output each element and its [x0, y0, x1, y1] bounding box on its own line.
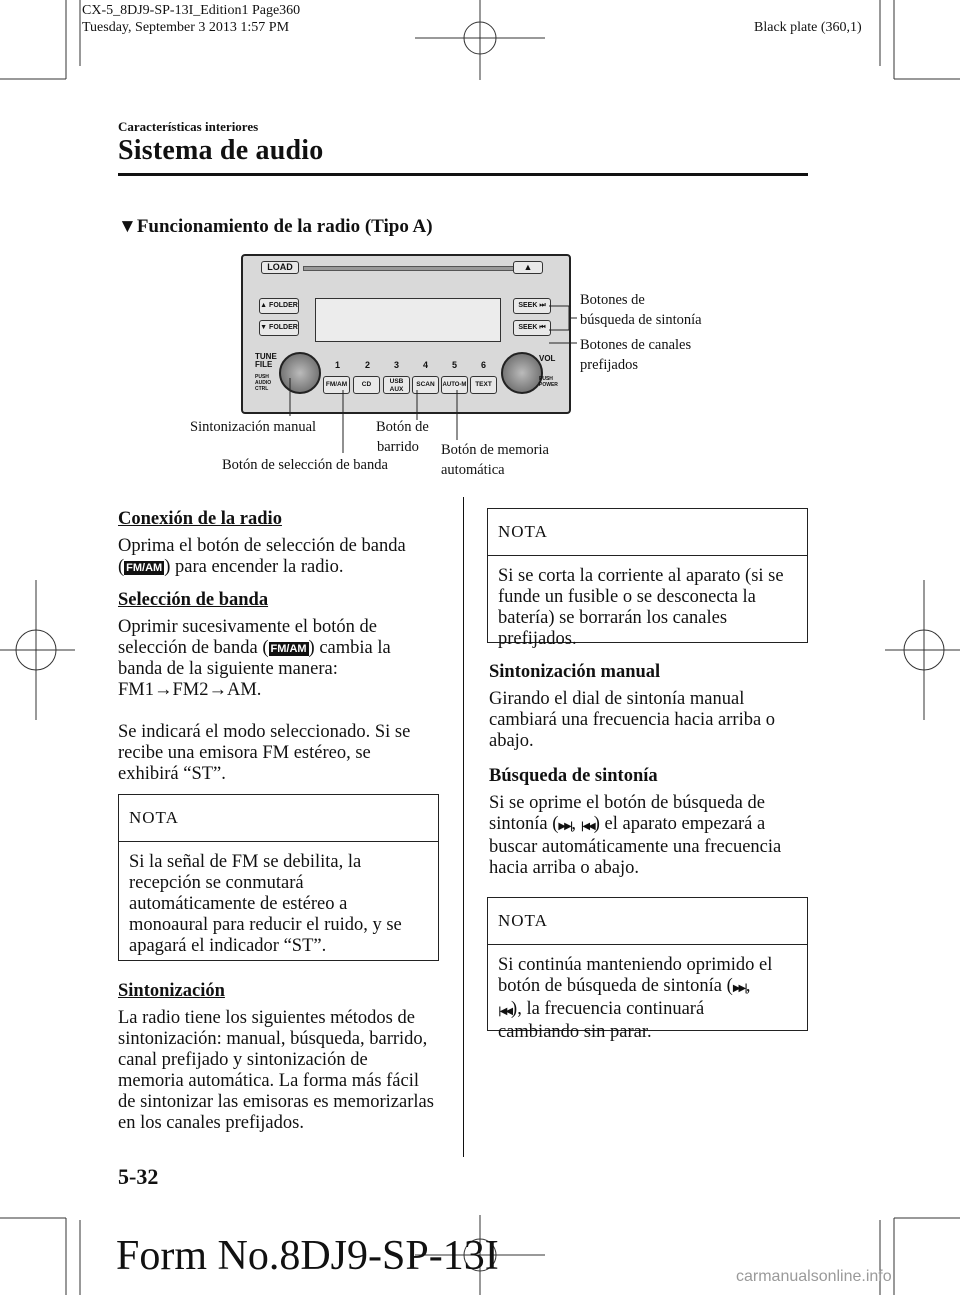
callout-preset-line1: Botones de canales [580, 337, 692, 353]
note2-line2: funde un fusible o se desconecta la [498, 587, 756, 607]
fm-am-badge: FM/AM [126, 562, 163, 574]
seleccion-line2-end: ) cambia la [308, 638, 391, 658]
note-body [488, 556, 807, 650]
seleccion-line3: banda de la siguiente manera: [118, 659, 338, 679]
note3-line2-start: botón de búsqueda de sintonía ( [498, 976, 733, 996]
page-title: Sistema de audio [118, 135, 324, 166]
callout-auto-line2: automática [441, 462, 505, 478]
callout-scan-line2: barrido [377, 439, 419, 455]
callout-preset-buttons [580, 335, 691, 375]
sint-line3: canal prefijado y sintonización de [118, 1050, 368, 1070]
folder-up-button: ▲ FOLDER [259, 298, 299, 314]
callout-seek-line2: búsqueda de sintonía [580, 312, 702, 328]
paragraph-indicador [118, 722, 448, 785]
form-number: Form No.8DJ9-SP-13I [116, 1233, 499, 1279]
busqueda-line1: Si se oprime el botón de búsqueda de [489, 793, 765, 813]
callout-band-button: Botón de selección de banda [222, 457, 388, 473]
conexion-line2-rest: ) para encender la radio. [164, 557, 344, 577]
usb-aux-button: USB AUX [383, 376, 410, 394]
note1-line4: monoaural para reducir el ruido, y se [129, 915, 402, 935]
seek-forward-icon: ▶▶| [732, 983, 746, 994]
preset-6-label: 6 [481, 360, 487, 370]
seleccion-line2 [118, 638, 448, 659]
scan-button: SCAN [412, 376, 439, 394]
busqueda-line2-end: ) el aparato empezará a [593, 814, 766, 834]
seleccion-line2-start: selección de banda ( [118, 638, 269, 658]
note-title: NOTA [488, 898, 807, 945]
tune-file-label: TUNE FILE [255, 352, 277, 369]
seleccion-line1: Oprimir sucesivamente el botón de [118, 617, 377, 637]
preset-1-label: 1 [335, 360, 341, 370]
note2-line3: batería) se borrarán los canales [498, 608, 728, 628]
fm-am-badge-2: FM/AM [270, 643, 307, 655]
note-box-fm-signal [118, 794, 439, 961]
callout-scan-button [376, 417, 429, 457]
note3-line3 [498, 999, 797, 1022]
busqueda-line4: hacia arriba o abajo. [489, 858, 639, 878]
note-title: NOTA [119, 795, 438, 842]
page-number: 5-32 [118, 1164, 159, 1189]
note1-line5: apagará el indicador “ST”. [129, 936, 327, 956]
note2-line1: Si se corta la corriente al aparato (si se [498, 566, 784, 586]
busqueda-line3: buscar automáticamente una frecuencia [489, 837, 782, 857]
note-box-power-cut [487, 508, 808, 649]
sint-line6: en los canales prefijados. [118, 1113, 304, 1133]
subsection-title-text: Funcionamiento de la radio (Tipo A) [136, 216, 433, 237]
indicador-line1: Se indicará el modo seleccionado. Si se [118, 722, 411, 742]
sint-line1: La radio tiene los siguientes métodos de [118, 1008, 415, 1028]
manual-line3: abajo. [489, 731, 534, 751]
indicador-line3: exhibirá “ST”. [118, 764, 226, 784]
watermark: carmanualsonline.info [736, 1268, 892, 1285]
heading-sintonizacion: Sintonización [118, 981, 225, 1001]
note1-line3: automáticamente de estéreo a [129, 894, 348, 914]
paragraph-sintonizacion [118, 1008, 458, 1134]
load-button: LOAD [261, 261, 299, 274]
sint-line4: memoria automática. La forma más fácil [118, 1071, 420, 1091]
section-label: Características interiores [118, 119, 259, 134]
seek-up-button: SEEK ⏭ [513, 298, 551, 314]
callout-scan-line1: Botón de [376, 419, 429, 435]
fm-am-button: FM/AM [323, 376, 350, 394]
sint-line5: de sintonizar las emisoras es memorizarlas [118, 1092, 434, 1112]
preset-2-label: 2 [365, 360, 371, 370]
callout-auto-line1: Botón de memoria [441, 442, 549, 458]
preset-3-label: 3 [394, 360, 400, 370]
subsection-marker-icon: ▼ [118, 216, 137, 237]
push-power-label: PUSH POWER [539, 376, 558, 388]
note-title: NOTA [488, 509, 807, 556]
paragraph-seleccion [118, 617, 448, 701]
note3-comma: , [745, 976, 751, 996]
folder-down-button: ▼ FOLDER [259, 320, 299, 336]
manual-line1: Girando el dial de sintonía manual [489, 689, 745, 709]
cd-button: CD [353, 376, 380, 394]
callout-manual-tuning: Sintonización manual [190, 419, 317, 435]
text-button: TEXT [470, 376, 497, 394]
seek-down-button: SEEK ⏮ [513, 320, 551, 336]
note1-line1: Si la señal de FM se debilita, la [129, 852, 362, 872]
paragraph-busqueda [489, 793, 809, 879]
callout-auto-memory [441, 440, 549, 480]
note-body [488, 945, 807, 1043]
paragraph-manual [489, 689, 809, 752]
push-audio-label: PUSH AUDIO CTRL [255, 374, 272, 392]
preset-4-label: 4 [423, 360, 429, 370]
note-body [119, 842, 438, 957]
auto-m-button: AUTO-M [441, 376, 468, 394]
seek-back-icon: |◀◀ [580, 821, 594, 832]
heading-busqueda: Búsqueda de sintonía [489, 766, 658, 786]
conexion-open-paren: ( [118, 557, 125, 577]
heading-conexion: Conexión de la radio [118, 509, 282, 529]
busqueda-line2 [489, 814, 809, 837]
preset-5-label: 5 [452, 360, 458, 370]
print-header-plate: Black plate (360,1) [754, 20, 862, 35]
sint-line2: sintonización: manual, búsqueda, barrido, [118, 1029, 428, 1049]
indicador-line2: recibe una emisora FM estéreo, se [118, 743, 371, 763]
conexion-line1: Oprima el botón de selección de banda [118, 536, 406, 556]
note3-line3-end: ), la frecuencia continuará [511, 999, 705, 1019]
note3-line4: cambiando sin parar. [498, 1022, 652, 1042]
callout-preset-line2: prefijados [580, 357, 638, 373]
paragraph-conexion [118, 536, 448, 578]
conexion-line2 [118, 557, 448, 578]
seek-back-icon: |◀◀ [498, 1006, 512, 1017]
heading-seleccion: Selección de banda [118, 590, 269, 610]
eject-icon: ▲ [513, 261, 543, 274]
manual-line2: cambiará una frecuencia hacia arriba o [489, 710, 776, 730]
busqueda-comma: , [571, 814, 577, 834]
busqueda-line2-start: sintonía ( [489, 814, 559, 834]
heading-manual: Sintonización manual [489, 662, 661, 682]
seleccion-line4: FM1→FM2→AM. [118, 680, 262, 700]
callout-seek-buttons [580, 290, 702, 330]
vol-label: VOL [539, 354, 556, 363]
print-header-line2: Tuesday, September 3 2013 1:57 PM [82, 20, 290, 35]
note1-line2: recepción se conmutará [129, 873, 304, 893]
seek-forward-icon: ▶▶| [558, 821, 572, 832]
note-box-seek-hold [487, 897, 808, 1042]
callout-seek-line1: Botones de [580, 292, 645, 308]
note2-line4: prefijados. [498, 629, 577, 649]
column-divider [463, 497, 464, 1157]
print-header-line1: CX-5_8DJ9-SP-13I_Edition1 Page360 [82, 3, 301, 18]
note3-line1: Si continúa manteniendo oprimido el [498, 955, 773, 975]
note3-line2 [498, 976, 797, 999]
